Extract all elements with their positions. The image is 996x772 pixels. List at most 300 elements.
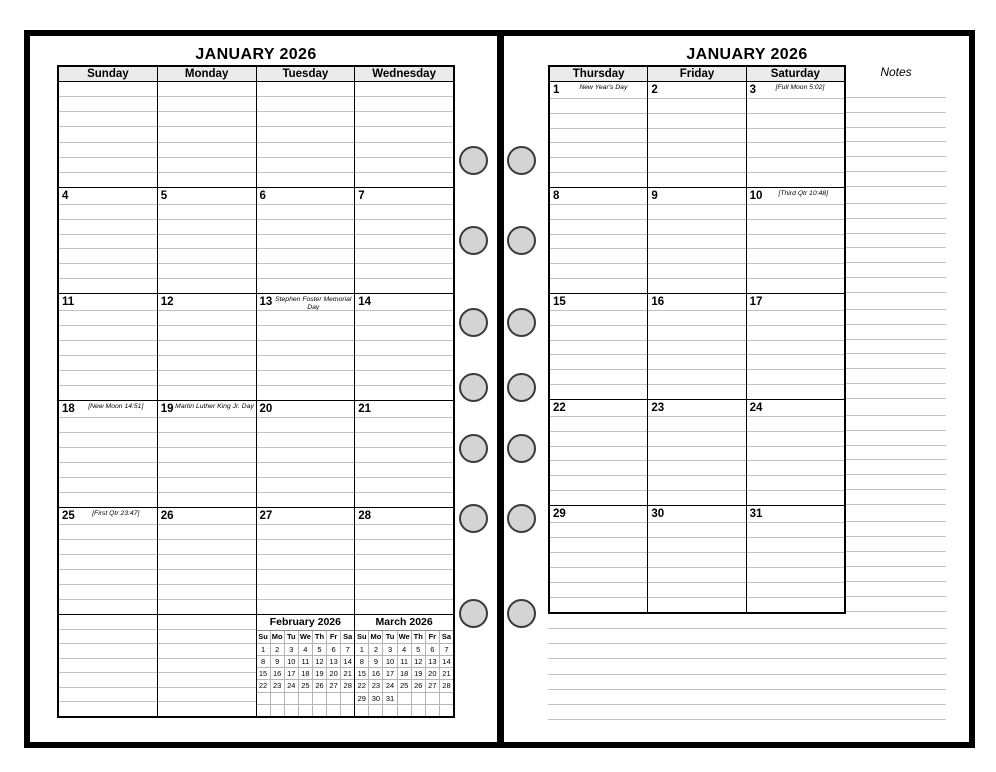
ruled-line (550, 553, 647, 568)
notes-week-block (846, 293, 946, 399)
day-number: 23 (651, 402, 665, 414)
ruled-line (355, 525, 453, 540)
ruled-line (648, 326, 745, 341)
ruled-line (59, 463, 157, 478)
mini-date: 26 (411, 680, 425, 691)
day-cell (256, 188, 355, 293)
day-header-row (550, 67, 844, 82)
mini-date (326, 693, 340, 704)
week-row (59, 507, 453, 614)
ruled-line (747, 158, 844, 173)
ruled-line (59, 82, 157, 97)
mini-date (298, 693, 312, 704)
ruled-line (355, 493, 453, 507)
day-number: 30 (651, 508, 665, 520)
mini-date: 12 (411, 656, 425, 667)
week-row (550, 293, 844, 399)
notes-line (548, 675, 946, 690)
binder-hole (459, 308, 488, 337)
week-row (59, 614, 453, 716)
ruled-line (257, 525, 355, 540)
ruled-line (355, 173, 453, 187)
holiday-note: [New Moon 14:51] (88, 402, 144, 410)
day-number: 24 (749, 402, 763, 414)
week-row (59, 293, 453, 400)
mini-dow-label: Tu (382, 631, 396, 643)
mini-date-row (355, 680, 453, 692)
ruled-line (158, 540, 256, 555)
day-cell (354, 188, 453, 293)
mini-date: 21 (439, 668, 453, 679)
mini-date (257, 693, 270, 704)
ruled-line (355, 143, 453, 158)
ruled-line (59, 356, 157, 371)
ruled-line (158, 143, 256, 158)
date-band (257, 294, 355, 311)
mini-dow-label: Su (258, 631, 268, 641)
day-header-saturday: Saturday (746, 67, 844, 81)
day-number: 22 (553, 402, 566, 414)
ruled-line (158, 341, 256, 356)
ruled-line (550, 538, 647, 553)
day-cell (746, 400, 844, 505)
ruled-line (747, 598, 844, 612)
notes-line (846, 172, 946, 187)
mini-date-row (355, 644, 453, 656)
day-cell (354, 615, 453, 716)
ruled-line (257, 249, 355, 264)
day-header-row (59, 67, 453, 82)
notes-line (846, 505, 946, 522)
day-number: 5 (160, 190, 168, 202)
notes-line (846, 384, 946, 399)
day-cell (256, 82, 355, 187)
mini-date (312, 693, 326, 704)
day-cell (157, 508, 256, 614)
mini-date (340, 693, 354, 704)
ruled-line (257, 540, 355, 555)
ruled-line (648, 447, 745, 462)
ruled-line (355, 326, 453, 341)
day-number: 11 (62, 296, 75, 308)
ruled-line (158, 463, 256, 478)
day-number: 8 (553, 190, 560, 202)
day-number: 31 (749, 508, 763, 520)
ruled-line (257, 82, 355, 97)
notes-label: Notes (880, 65, 912, 79)
ruled-line (747, 279, 844, 293)
mini-date: 23 (368, 680, 382, 691)
ruled-line (747, 129, 844, 144)
day-cell (157, 294, 256, 400)
ruled-line (158, 386, 256, 400)
ruled-line (59, 173, 157, 187)
ruled-line (59, 249, 157, 264)
notes-line (846, 537, 946, 552)
ruled-line (59, 673, 157, 688)
ruled-line (59, 341, 157, 356)
day-cell (550, 506, 647, 612)
mini-date: 1 (359, 644, 364, 654)
ruled-line (257, 371, 355, 386)
ruled-line (747, 99, 844, 114)
mini-date (411, 693, 425, 704)
ruled-line (158, 585, 256, 600)
ruled-line (648, 461, 745, 476)
notes-week-block (846, 399, 946, 505)
notes-line (846, 219, 946, 234)
notes-line (548, 629, 946, 644)
ruled-line (648, 158, 745, 173)
ruled-line (355, 433, 453, 448)
mini-date: 7 (340, 644, 354, 655)
ruled-line (648, 129, 745, 144)
mini-date: 14 (340, 656, 354, 667)
ruled-line (355, 570, 453, 585)
ruled-line (158, 659, 256, 674)
ruled-line (550, 129, 647, 144)
day-header-monday: Monday (157, 67, 256, 81)
ruled-line (550, 370, 647, 385)
ruled-line (59, 540, 157, 555)
mini-date-row (355, 705, 453, 716)
ruled-line (59, 143, 157, 158)
ruled-line (59, 659, 157, 674)
day-cell (157, 188, 256, 293)
mini-date: 2 (270, 644, 284, 655)
ruled-line (747, 523, 844, 538)
ruled-line (747, 220, 844, 235)
day-header-sunday: Sunday (87, 68, 129, 80)
mini-date: 10 (382, 656, 396, 667)
ruled-line (550, 417, 647, 432)
date-band (355, 188, 453, 205)
notes-line (846, 522, 946, 537)
mini-date (270, 705, 284, 716)
ruled-line (747, 568, 844, 583)
mini-date (326, 705, 340, 716)
ruled-line (747, 205, 844, 220)
day-number: 16 (651, 296, 665, 308)
ruled-line (59, 448, 157, 463)
mini-date: 13 (425, 656, 439, 667)
mini-date: 8 (260, 657, 266, 667)
mini-date: 6 (425, 644, 439, 655)
date-band (747, 188, 844, 205)
mini-date (439, 693, 453, 704)
date-band (747, 506, 844, 523)
mini-dow-label: Th (312, 631, 326, 643)
ruled-line (550, 341, 647, 356)
binder-hole (507, 434, 536, 463)
ruled-line (355, 127, 453, 142)
date-band (257, 401, 355, 418)
ruled-line (355, 463, 453, 478)
ruled-line (648, 370, 745, 385)
mini-date: 25 (298, 680, 312, 691)
mini-date-row (257, 656, 355, 668)
ruled-line (158, 644, 256, 659)
ruled-line (747, 417, 844, 432)
ruled-line (257, 158, 355, 173)
ruled-line (747, 173, 844, 187)
day-number: 10 (749, 190, 763, 202)
mini-date: 3 (382, 644, 396, 655)
day-cell (746, 188, 844, 293)
day-number: 20 (259, 402, 273, 415)
mini-date: 25 (397, 680, 411, 691)
ruled-line (550, 447, 647, 462)
mini-dow-label: Sa (340, 631, 354, 643)
mini-date: 10 (284, 656, 298, 667)
ruled-line (550, 99, 647, 114)
day-cell (647, 506, 745, 612)
ruled-line (59, 235, 157, 250)
ruled-line (355, 371, 453, 386)
ruled-line (158, 478, 256, 493)
day-cell (157, 401, 256, 507)
notes-line (846, 157, 946, 172)
ruled-line (355, 205, 453, 220)
mini-dow-label: Fr (425, 631, 439, 643)
date-band (648, 188, 745, 205)
notes-line (846, 354, 946, 369)
ruled-line (257, 143, 355, 158)
ruled-line (59, 264, 157, 279)
day-cell (354, 82, 453, 187)
left-month-grid (57, 65, 455, 718)
week-row (59, 400, 453, 507)
notes-line (846, 98, 946, 113)
ruled-line (158, 525, 256, 540)
binder-hole (507, 146, 536, 175)
ruled-line (747, 476, 844, 491)
ruled-line (550, 311, 647, 326)
ruled-line (59, 311, 157, 326)
ruled-line (747, 355, 844, 370)
ruled-line (257, 433, 355, 448)
mini-dow-label: Fr (326, 631, 340, 643)
ruled-line (355, 600, 453, 614)
mini-date (382, 705, 396, 716)
mini-date: 24 (284, 680, 298, 691)
ruled-line (355, 478, 453, 493)
day-number: 1 (553, 84, 560, 96)
notes-week-block (846, 187, 946, 293)
notes-line (846, 234, 946, 249)
mini-date: 4 (397, 644, 411, 655)
date-band (648, 506, 745, 523)
day-number: 7 (358, 190, 365, 202)
binder-hole (459, 146, 488, 175)
ruled-line (648, 491, 745, 505)
mini-date-row (257, 644, 355, 656)
mini-date: 18 (397, 668, 411, 679)
ruled-line (648, 235, 745, 250)
notes-line (548, 659, 946, 674)
day-header-thursday: Thursday (572, 68, 625, 80)
binder-hole (507, 599, 536, 628)
mini-date: 11 (397, 656, 411, 667)
day-cell (256, 615, 355, 716)
ruled-line (59, 555, 157, 570)
ruled-line (355, 418, 453, 433)
mini-date: 12 (312, 656, 326, 667)
day-cell (59, 615, 157, 716)
mini-dow-label: We (299, 631, 311, 641)
mini-date: 4 (298, 644, 312, 655)
mini-dow-label: Su (357, 631, 367, 641)
notes-line (846, 340, 946, 355)
mini-date: 31 (382, 693, 396, 704)
ruled-line (648, 598, 745, 612)
date-band (355, 401, 453, 418)
ruled-line (158, 112, 256, 127)
ruled-line (648, 417, 745, 432)
ruled-line (59, 279, 157, 293)
mini-date (425, 693, 439, 704)
notes-line (846, 293, 946, 310)
ruled-line (550, 114, 647, 129)
holiday-note: [Full Moon 5:02] (775, 84, 825, 91)
ruled-line (550, 235, 647, 250)
ruled-line (747, 583, 844, 598)
ruled-line (158, 235, 256, 250)
right-month-grid (548, 65, 846, 614)
ruled-line (257, 356, 355, 371)
day-cell (647, 82, 745, 187)
day-number: 27 (259, 509, 273, 522)
ruled-line (550, 385, 647, 399)
ruled-line (355, 386, 453, 400)
ruled-line (648, 355, 745, 370)
binder-hole (459, 226, 488, 255)
mini-date: 2 (368, 644, 382, 655)
notes-line (846, 113, 946, 128)
mini-date: 8 (359, 657, 364, 667)
notes-line (846, 204, 946, 219)
ruled-line (59, 371, 157, 386)
date-band (550, 400, 647, 417)
ruled-line (257, 600, 355, 614)
mini-date: 26 (312, 680, 326, 691)
date-band (747, 82, 844, 99)
ruled-line (158, 615, 256, 630)
day-cell (256, 508, 355, 614)
day-header-wednesday: Wednesday (354, 67, 453, 81)
ruled-line (257, 205, 355, 220)
ruled-line (648, 114, 745, 129)
holiday-note: Stephen Foster Memorial Day (275, 296, 352, 311)
ruled-line (355, 264, 453, 279)
binder-spine (497, 30, 504, 748)
notes-line (846, 399, 946, 416)
mini-date: 21 (340, 668, 354, 679)
week-row (550, 187, 844, 293)
ruled-line (158, 205, 256, 220)
date-band (257, 188, 355, 205)
mini-date: 15 (357, 669, 366, 679)
ruled-line (257, 555, 355, 570)
notes-line (846, 369, 946, 384)
ruled-line (355, 311, 453, 326)
ruled-line (648, 311, 745, 326)
mini-date: 7 (439, 644, 453, 655)
day-number: 19 (160, 402, 174, 415)
ruled-line (158, 673, 256, 688)
mini-date (397, 705, 411, 716)
ruled-line (59, 386, 157, 400)
ruled-line (59, 570, 157, 585)
day-cell (746, 506, 844, 612)
day-number: 13 (259, 296, 273, 308)
mini-date (368, 705, 382, 716)
ruled-line (59, 585, 157, 600)
mini-date: 9 (368, 656, 382, 667)
mini-date: 13 (326, 656, 340, 667)
ruled-line (158, 630, 256, 645)
day-number: 14 (358, 296, 372, 308)
ruled-line (550, 158, 647, 173)
day-cell (746, 294, 844, 399)
ruled-line (747, 264, 844, 279)
mini-date (355, 705, 368, 716)
day-cell (647, 400, 745, 505)
week-row (550, 505, 844, 612)
ruled-line (257, 112, 355, 127)
date-band (550, 294, 647, 311)
mini-date (270, 693, 284, 704)
binder-hole (507, 373, 536, 402)
mini-date-row (257, 680, 355, 692)
date-band (158, 401, 256, 418)
ruled-line (158, 326, 256, 341)
ruled-line (355, 158, 453, 173)
ruled-line (648, 205, 745, 220)
week-row (550, 399, 844, 505)
ruled-line (257, 341, 355, 356)
day-cell (59, 508, 157, 614)
holiday-note: [Third Qtr 10:48] (778, 190, 828, 197)
mini-date: 11 (298, 656, 312, 667)
binder-hole (459, 373, 488, 402)
notes-line (846, 325, 946, 340)
ruled-line (747, 432, 844, 447)
mini-dow-label: Mo (368, 631, 382, 643)
ruled-line (158, 97, 256, 112)
ruled-line (355, 235, 453, 250)
holiday-note: [First Qtr 23:47] (92, 509, 140, 517)
day-cell (59, 82, 157, 187)
date-band (550, 188, 647, 205)
day-header-tuesday: Tuesday (256, 67, 355, 81)
ruled-line (550, 491, 647, 505)
ruled-line (550, 326, 647, 341)
notes-line (548, 705, 946, 720)
binder-hole (459, 504, 488, 533)
ruled-line (257, 448, 355, 463)
date-band (59, 508, 157, 525)
ruled-line (355, 555, 453, 570)
ruled-line (355, 97, 453, 112)
ruled-line (59, 112, 157, 127)
date-band (747, 400, 844, 417)
ruled-line (355, 112, 453, 127)
notes-column (846, 81, 946, 612)
ruled-line (747, 385, 844, 399)
day-cell (59, 294, 157, 400)
mini-date (425, 705, 439, 716)
